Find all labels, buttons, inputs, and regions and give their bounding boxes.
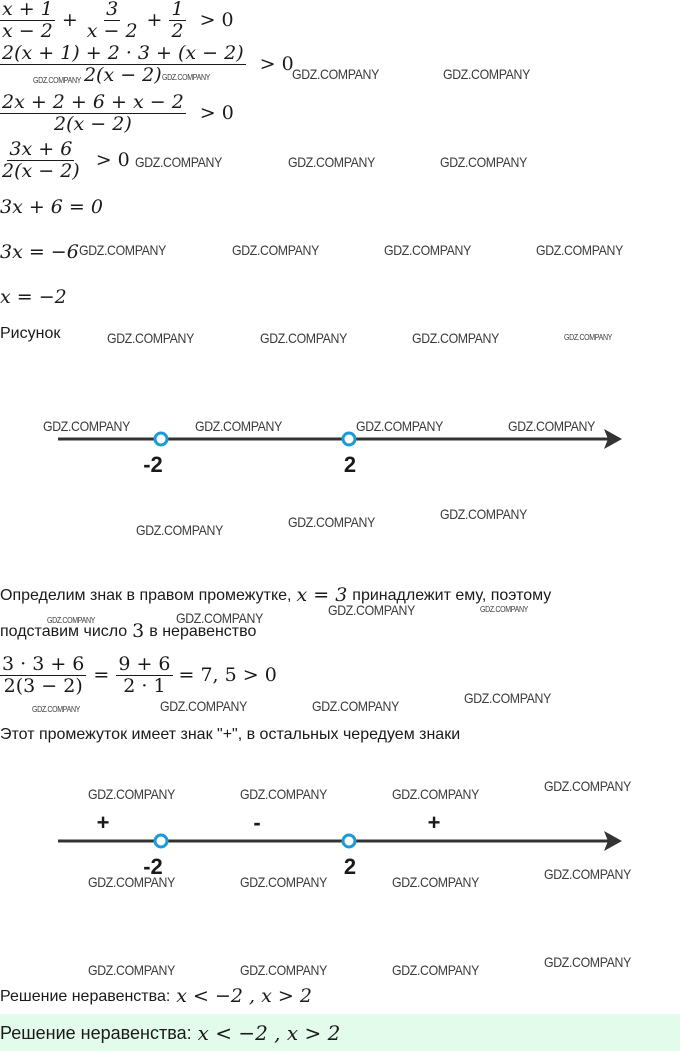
operator: + — [146, 9, 163, 31]
watermark: GDZ.COMPANY — [544, 866, 631, 882]
watermark: GDZ.COMPANY — [88, 786, 175, 802]
numerator: x + 1 — [2, 0, 53, 20]
equation-7: x = −2 — [0, 286, 67, 308]
answer-label: Решение неравенства: — [0, 1023, 192, 1043]
relation: > 0 — [199, 9, 234, 31]
paragraph-1 — [0, 586, 551, 605]
sign-label: + — [427, 810, 441, 835]
answer-math: x < −2 , x > 2 — [197, 1021, 341, 1045]
text: подставим число — [0, 622, 128, 640]
watermark: GDZ.COMPANY — [356, 418, 443, 434]
equation-5: 3x + 6 = 0 — [0, 196, 103, 218]
denominator: 2 · 1 — [123, 675, 166, 697]
numerator: 3 · 3 + 6 — [2, 653, 85, 675]
point-label: -2 — [143, 452, 163, 477]
watermark: GDZ.COMPANY — [240, 962, 327, 978]
solution-label: Решение неравенства: — [0, 987, 171, 1005]
denominator: x − 2 — [2, 20, 53, 42]
solution-line — [0, 987, 312, 1006]
watermark: GDZ.COMPANY — [136, 522, 223, 538]
numerator: 3 — [106, 0, 119, 20]
watermark: GDZ.COMPANY — [288, 154, 375, 170]
fraction — [169, 0, 185, 41]
paragraph-3: Этот промежуток имеет знак "+", в остальных чередуем знаки — [0, 726, 461, 743]
fraction — [0, 140, 82, 181]
answer-line — [0, 1023, 340, 1043]
relation: > 0 — [95, 149, 130, 171]
numerator: 3x + 6 — [9, 138, 73, 160]
watermark: GDZ.COMPANY — [260, 330, 347, 346]
fraction — [116, 655, 172, 696]
watermark: GDZ.COMPANY — [195, 418, 282, 434]
watermark: GDZ.COMPANY — [176, 610, 263, 626]
inline-math: 3 — [132, 620, 145, 642]
inline-math: x = 3 — [296, 584, 348, 606]
watermark: GDZ.COMPANY — [32, 705, 81, 714]
text: принадлежит ему, поэтому — [352, 586, 552, 604]
watermark: GDZ.COMPANY — [544, 954, 631, 970]
numerator: 2(x + 1) + 2 · 3 + (x − 2) — [2, 42, 244, 64]
watermark: GDZ.COMPANY — [135, 154, 222, 170]
answer-box — [0, 1014, 680, 1051]
watermark: GDZ.COMPANY — [544, 778, 631, 794]
equation-6: 3x = −6 — [0, 241, 79, 263]
point-minus-2 — [155, 433, 167, 445]
watermark: GDZ.COMPANY — [312, 698, 399, 714]
watermark: GDZ.COMPANY — [107, 330, 194, 346]
watermark: GDZ.COMPANY — [564, 333, 613, 342]
denominator: 2(x − 2) — [83, 64, 162, 86]
watermark: GDZ.COMPANY — [392, 874, 479, 890]
point-label: 2 — [343, 854, 357, 878]
watermark: GDZ.COMPANY — [464, 690, 551, 706]
watermark: GDZ.COMPANY — [443, 66, 530, 82]
fraction — [0, 655, 86, 696]
relation: > 0 — [199, 102, 234, 124]
watermark: GDZ.COMPANY — [384, 242, 471, 258]
watermark: GDZ.COMPANY — [328, 602, 415, 618]
watermark: GDZ.COMPANY — [232, 242, 319, 258]
operator: = — [93, 664, 110, 686]
denominator: 2(x − 2) — [2, 160, 80, 182]
point-minus-2 — [155, 835, 167, 847]
equation-4 — [0, 140, 137, 181]
operator: + — [61, 9, 78, 31]
watermark: GDZ.COMPANY — [160, 698, 247, 714]
watermark: GDZ.COMPANY — [392, 786, 479, 802]
result: = 7, 5 > 0 — [178, 664, 277, 686]
numerator: 1 — [171, 0, 184, 20]
watermark: GDZ.COMPANY — [79, 242, 166, 258]
point-2 — [343, 433, 355, 445]
text: в неравенство — [149, 622, 257, 640]
watermark: GDZ.COMPANY — [440, 506, 527, 522]
point-label: -2 — [143, 854, 163, 878]
watermark: GDZ.COMPANY — [292, 66, 379, 82]
figure-label: Рисунок — [0, 325, 61, 342]
watermark: GDZ.COMPANY — [536, 242, 623, 258]
watermark: GDZ.COMPANY — [480, 605, 529, 614]
denominator: 2(x − 2) — [54, 113, 132, 135]
watermark: GDZ.COMPANY — [47, 616, 96, 625]
point-label: 2 — [343, 452, 357, 477]
equation-8 — [0, 655, 277, 696]
sign-label: + — [96, 810, 110, 835]
watermark: GDZ.COMPANY — [88, 874, 175, 890]
sign-label: - — [253, 810, 261, 835]
denominator: 2 — [171, 20, 184, 42]
watermark: GDZ.COMPANY — [412, 330, 499, 346]
point-2 — [343, 835, 355, 847]
watermark: GDZ.COMPANY — [288, 514, 375, 530]
text: Определим знак в правом промежутке, — [0, 586, 292, 604]
denominator: x − 2 — [86, 20, 138, 42]
watermark: GDZ.COMPANY — [162, 73, 211, 82]
denominator: 2(3 − 2) — [3, 675, 83, 697]
watermark: GDZ.COMPANY — [508, 418, 595, 434]
watermark: GDZ.COMPANY — [440, 154, 527, 170]
watermark: GDZ.COMPANY — [240, 786, 327, 802]
watermark: GDZ.COMPANY — [240, 874, 327, 890]
numerator: 2x + 2 + 6 + x − 2 — [2, 91, 184, 113]
watermark: GDZ.COMPANY — [88, 962, 175, 978]
numerator: 9 + 6 — [118, 653, 171, 675]
fraction — [85, 0, 140, 41]
fraction — [0, 0, 55, 41]
equation-1 — [0, 0, 241, 41]
fraction — [0, 93, 186, 134]
watermark: GDZ.COMPANY — [43, 418, 130, 434]
solution-math: x < −2 , x > 2 — [176, 985, 312, 1007]
equation-3 — [0, 93, 241, 134]
watermark: GDZ.COMPANY — [33, 76, 82, 85]
watermark: GDZ.COMPANY — [392, 962, 479, 978]
relation: > 0 — [259, 53, 294, 75]
